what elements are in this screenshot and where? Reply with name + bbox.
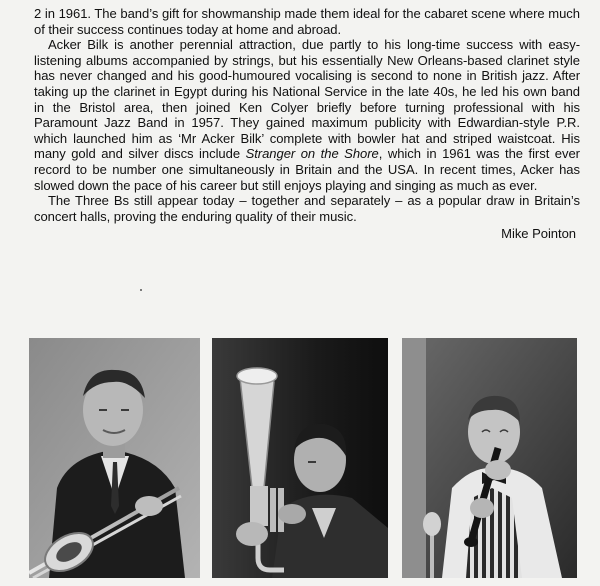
stray-dot bbox=[140, 289, 142, 291]
paragraph-1: 2 in 1961. The band’s gift for showmanship made them ideal for the cabaret scene where much of their success continues today at home and abroad. bbox=[34, 6, 580, 37]
trumpeter-photo bbox=[212, 338, 388, 578]
author-signature: Mike Pointon bbox=[501, 226, 576, 242]
clarinettist-photo bbox=[402, 338, 577, 578]
paragraph-2-text-a: Acker Bilk is another perennial attraction, due partly to his long-time success with easy-listening albums accompanied by strings, but his essentially New Orleans-based clarinet style has never changed and his good-humoured vocalising is second to none in British jazz. After taking up the clarinet in Egypt during his National Service in the late 40s, he led his own band in the Bristol area, then joined Ken Colyer briefly before turning professional with his Paramount Jazz Band in 1957. They gained maximum publicity with Edwardian-style P.R. which launched him as ‘Mr Acker Bilk’ complete with bowler hat and striped waistcoat. His many gold and silver discs include bbox=[34, 37, 580, 162]
paragraph-3: The Three Bs still appear today – together and separately – as a popular draw in Britain’s concert halls, proving the enduring quality of their music. bbox=[34, 193, 580, 224]
record-title: Stranger on the Shore bbox=[245, 146, 379, 162]
paragraph-2 bbox=[34, 37, 580, 193]
trombonist-photo bbox=[29, 338, 200, 578]
article-text bbox=[34, 6, 580, 242]
paragraph-2-text-b: , which in 1961 was the first ever record to be number one simultaneously in Britain and the USA. In recent times, Acker has slowed down the pace of his career but still enjoys playing and singing as much as ever. bbox=[34, 146, 580, 193]
